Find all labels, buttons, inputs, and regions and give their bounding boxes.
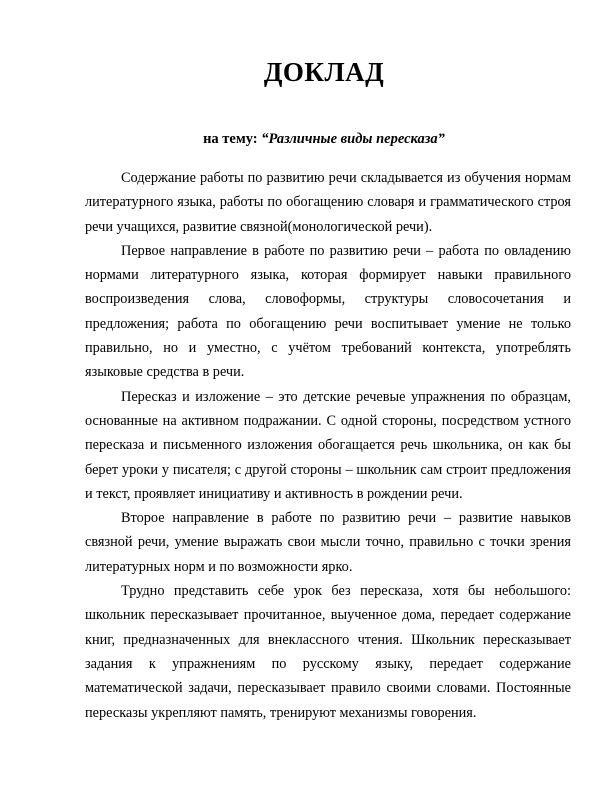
paragraph: Второе направление в работе по развитию речи – развитие навыков связной речи, умение выражать свои мысли точно, правильно с точки зрения литературных норм и по возможности ярко. bbox=[85, 510, 571, 575]
paragraph: Содержание работы по развитию речи складывается из обучения нормам литературного языка, работы по обогащению словаря и грамматического строя речи учащихся, развитие связной(монологической речи). bbox=[85, 170, 571, 235]
subtitle-topic: “Различные виды пересказа” bbox=[261, 131, 445, 147]
paragraph: Первое направление в работе по развитию речи – работа по овладению нормами литературного языка, которая формирует навыки правильного воспроизведения слова, словоформы, структуры словосочетания и предложения; работа по обогащению речи воспитывает умение не только правильно, но и уместно, с учётом требований контекста, употреблять языковые средства в речи. bbox=[85, 242, 571, 381]
paragraph: Пересказ и изложение – это детские речевые упражнения по образцам, основанные на активном подражании. С одной стороны, посредством устного пересказа и письменного изложения обогащается речь школьника, он как бы берет уроки у писателя; с другой стороны – школьник сам строит предложения и текст, проявляет инициативу и активность в рождении речи. bbox=[85, 388, 571, 502]
document-title: ДОКЛАД bbox=[263, 57, 385, 87]
document-body bbox=[85, 166, 571, 725]
paragraph: Трудно представить себе урок без пересказа, хотя бы небольшого: школьник пересказывает прочитанное, выученное дома, передает содержание книг, предназначенных для внеклассного чтения. Школьник пересказывает задания к упражнениям по русскому языку, передает содержание математической задачи, пересказывает правило своими словами. Постоянные пересказы укрепляют память, тренируют механизмы говорения. bbox=[85, 583, 571, 721]
document-subtitle bbox=[0, 130, 612, 148]
subtitle-prefix: на тему: bbox=[203, 131, 262, 147]
